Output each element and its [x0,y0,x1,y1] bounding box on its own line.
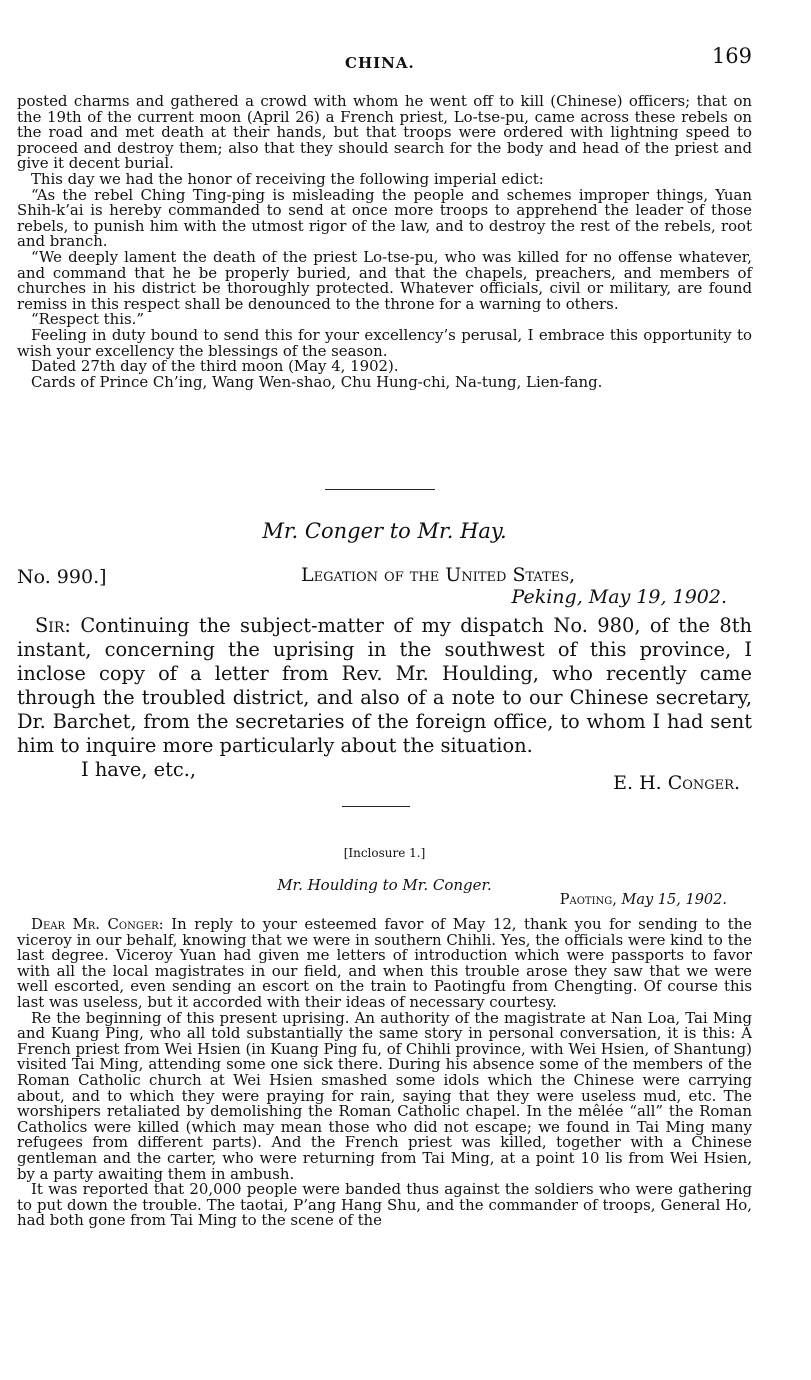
inclosure-title: Mr. Houlding to Mr. Conger. [277,876,492,894]
page-number: 169 [711,44,752,68]
letter-text: Continuing the subject-matter of my dispatch No. 980, of the 8th instant, concerning the uprising in the southwest of this province, I inclose copy of a letter from Rev. Mr. Houlding, who recently came through the troubled district, and also of a note to our Chinese secretary, Dr. Barchet, from the secretaries of the foreign office, to whom I had sent him to inquire more particularly about the situation. [17,614,752,757]
running-title: CHINA. [345,54,415,72]
inclosure-place-date [560,892,727,908]
inclosure-date: May 15, 1902. [621,892,727,908]
inclosure-salutation: Dear Mr. Conger: [31,915,164,933]
paragraph: “As the rebel Ching Ting-ping is misleading the people and schemes improper things, Yuan Shih-k’ai is hereby commanded to send at once more troops to apprehend the leader of those rebels, to punish him with the utmost rigor of the law, and to destroy the rest of the rebels, root and branch. [17,185,752,251]
inclosure-place: Paoting, [559,892,617,908]
paragraph: “We deeply lament the death of the priest Lo-tse-pu, who was killed for no offense whatever, and command that he be properly buried, and that the chapels, preachers, and members of churches in his district be thoroughly protected. Whatever officials, civil or military, are found remiss in this respect shall be denounced to the throne for a warning to others. [17,247,752,313]
paragraph: It was reported that 20,000 people were banded thus against the soldiers who were gathering to put down the trouble. The taotai, P’ang Hang Shu, and the commander of troops, General Ho, had both gone from Tai Ming to the scene of the [17,1180,752,1230]
section-divider [342,806,410,807]
place-date: Peking, May 19, 1902. [511,586,727,608]
paragraph: “Respect this.” [31,310,145,329]
section-divider [325,489,435,490]
paragraph: This day we had the honor of receiving the following imperial edict: [31,169,544,188]
letter-heading [17,564,752,614]
legation-line: Legation of the United States, [301,564,576,586]
salutation: Sir: [35,614,71,637]
paragraph: Feeling in duty bound to send this for your excellency’s perusal, I embrace this opportunity to wish your excellency the blessings of the season. [17,325,752,360]
paragraph: In reply to your esteemed favor of May 12, thank you for sending to the viceroy in our behalf, knowing that we were in southern Chihli. Yes, the officials were kind to the last degree. Viceroy Yuan had given me letters of introduction which were passports to favor with all the local magistrates in our field, and when this trouble arose they saw that we were well escorted, even sending an escort on the train to Paotingfu from Chengting. Of course this last was useless, but it accorded with their ideas of necessary courtesy. [17,915,752,1011]
paragraph: Re the beginning of this present uprising. An authority of the magistrate at Nan Loa, Tai Ming and Kuang Ping, who all told substantially the same story in personal conversation, it is this: A French priest from Wei Hsien (in Kuang Ping fu, of Chihli province, with Wei Hsien, of Shantung) visited Tai Ming, attending some one sick there. During his absence some of the members of the Roman Catholic church at Wei Hsien smashed some idols which the Chinese were carrying about, and to which they were praying for rain, saying that they were useless mud, etc. The worshipers retaliated by demolishing the Roman Catholic chapel. In the mêlée “all” the Roman Catholics were killed (which may mean those who did not escape; we found in Tai Ming many refugees from different parts). And the French priest was killed, together with a Chinese gentleman and the carter, who were returning from Tai Ming, at a point 10 lis from Wei Hsien, by a party awaiting them in ambush. [17,1008,752,1183]
paragraph: Cards of Prince Ch’ing, Wang Wen-shao, Chu Hung-chi, Na-tung, Lien-fang. [31,372,603,391]
closing: I have, etc., [81,758,197,781]
paragraph: posted charms and gathered a crowd with whom he went off to kill (Chinese) officers; that on the 19th of the current moon (April 26) a French priest, Lo-tse-pu, came across these rebels on the road and met death at their hands, but that troops were ordered with lightning speed to proceed and destroy them; also that they should search for the body and head of the priest and give it decent burial. [17,92,752,173]
page-header [17,44,752,74]
letter-title: Mr. Conger to Mr. Hay. [262,519,507,543]
letter-body [17,614,752,782]
inclosure-body [17,917,752,1229]
dispatch-number: No. 990.] [17,566,107,588]
signature: E. H. Conger. [613,772,740,794]
paragraph: Dated 27th day of the third moon (May 4, 1902). [31,357,399,376]
edict-section [17,94,752,390]
inclosure-label: [Inclosure 1.] [343,846,426,860]
